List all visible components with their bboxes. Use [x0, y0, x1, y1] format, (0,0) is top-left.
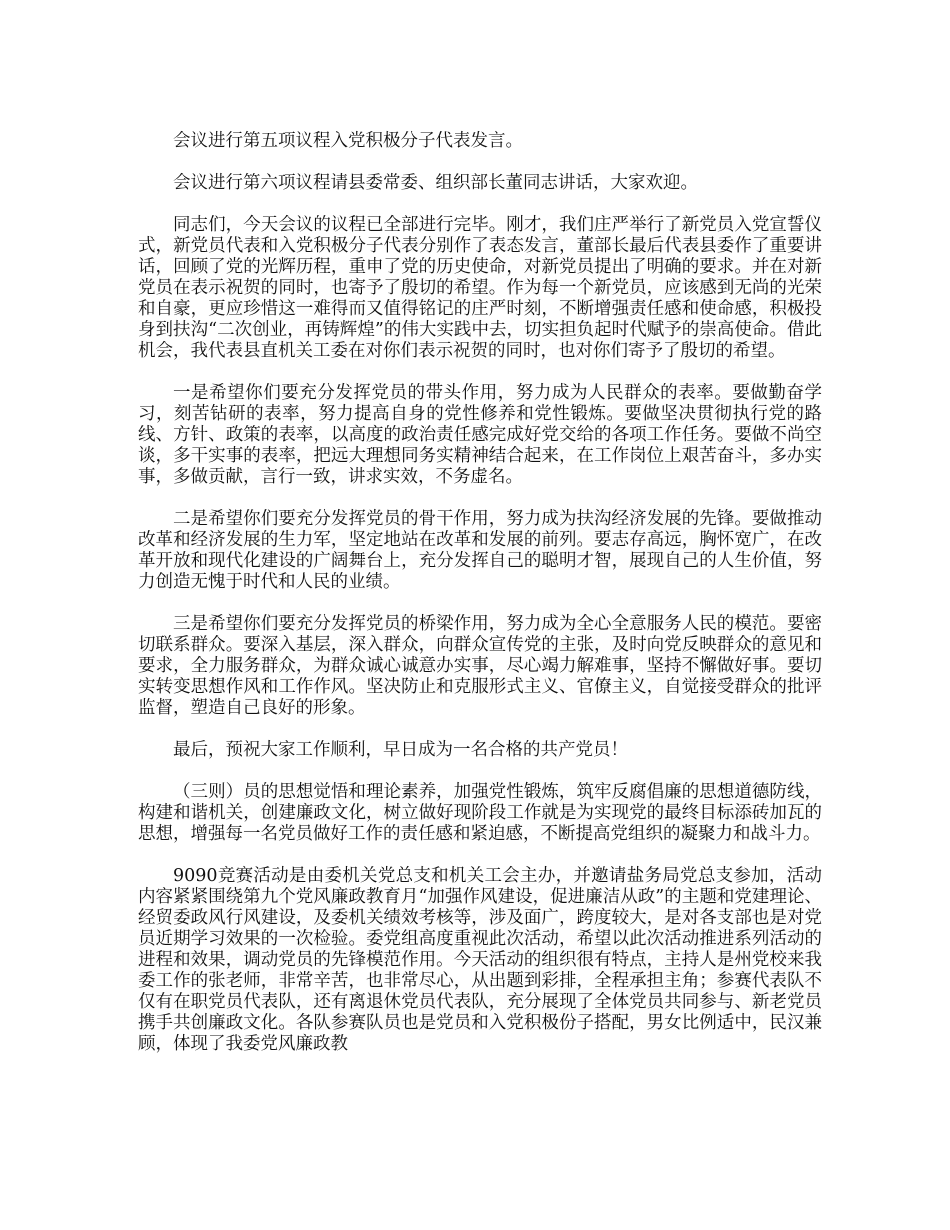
paragraph-agenda-5: 会议进行第五项议程入党积极分子代表发言。 [173, 131, 523, 151]
paragraph-closing-remarks: 同志们，今天会议的议程已全部进行完毕。刚才，我们庄严举行了新党员入党宣誓仪式，新党员代表和入党积极分子代表分别作了表态发言，董部长最后代表县委作了重要讲话，回顾了党的光辉历程，重申了党的历史使命，对新党员提出了明确的要求。并在对新党员在表示祝贺的同时，也寄予了殷切的希望。作为每一个新党员，应该感到无尚的光荣和自豪，更应珍惜这一难得而又值得铭记的庄严时刻，不断增强责任感和使命感，积极投身到扶沟“二次创业，再铸辉煌”的伟大实践中去，切实担负起时代赋予的崇高使命。借此机会，我代表县直机关工委在对你们表示祝贺的同时，也对你们寄予了殷切的希望。 [138, 215, 822, 361]
paragraph-hope-three: 三是希望你们要充分发挥党员的桥梁作用，努力成为全心全意服务人民的模范。要密切联系群众。要深入基层，深入群众，向群众宣传党的主张，及时向党反映群众的意见和要求，全力服务群众，为群众诚心诚意办实事，尽心竭力解难事，坚持不懈做好事。要切实转变思想作风和工作作风。坚决防止和克服形式主义、官僚主义，自觉接受群众的批评监督，塑造自己良好的形象。 [138, 614, 822, 718]
paragraph-final-wishes: 最后，预祝大家工作顺利，早日成为一名合格的共产党员！ [173, 740, 628, 760]
paragraph-agenda-6: 会议进行第六项议程请县委常委、组织部长董同志讲话，大家欢迎。 [173, 173, 698, 193]
document-body [138, 131, 822, 1076]
paragraph-hope-one: 一是希望你们要充分发挥党员的带头作用，努力成为人民群众的表率。要做勤奋学习，刻苦钻研的表率，努力提高自身的党性修养和党性锻炼。要做坚决贯彻执行党的路线、方针、政策的表率，以高度的政治责任感完成好党交给的各项工作任务。要做不尚空谈，多干实事的表率，把远大理想同务实精神结合起来，在工作岗位上艰苦奋斗，多办实事，多做贡献，言行一致，讲求实效，不务虚名。 [138, 383, 822, 487]
paragraph-three-rules: （三则）员的思想觉悟和理论素养，加强党性锻炼，筑牢反腐倡廉的思想道德防线，构建和谐机关，创建廉政文化，树立做好现阶段工作就是为实现党的最终目标添砖加瓦的思想，增强每一名党员做好工作的责任感和紧迫感，不断提高党组织的凝聚力和战斗力。 [138, 782, 822, 844]
paragraph-hope-two: 二是希望你们要充分发挥党员的骨干作用，努力成为扶沟经济发展的先锋。要做推动改革和经济发展的生力军，坚定地站在改革和发展的前列。要志存高远，胸怀宽广，在改革开放和现代化建设的广阔舞台上，充分发挥自己的聪明才智，展现自己的人生价值，努力创造无愧于时代和人民的业绩。 [138, 509, 822, 592]
paragraph-competition: 9090竞赛活动是由委机关党总支和机关工会主办，并邀请盐务局党总支参加，活动内容紧紧围绕第九个党风廉政教育月“加强作风建设，促进廉洁从政”的主题和党建理论、经贸委政风行风建设，及委机关绩效考核等，涉及面广，跨度较大，是对各支部也是对党员近期学习效果的一次检验。委党组高度重视此次活动，希望以此次活动推进系列活动的进程和效果，调动党员的先锋模范作用。今天活动的组织很有特点，主持人是州党校来我委工作的张老师，非常辛苦，也非常尽心，从出题到彩排，全程承担主角；参赛代表队不仅有在职党员代表队，还有离退休党员代表队，充分展现了全体党员共同参与、新老党员携手共创廉政文化。各队参赛队员也是党员和入党积极份子搭配，男女比例适中，民汉兼顾，体现了我委党风廉政教 [138, 866, 822, 1054]
